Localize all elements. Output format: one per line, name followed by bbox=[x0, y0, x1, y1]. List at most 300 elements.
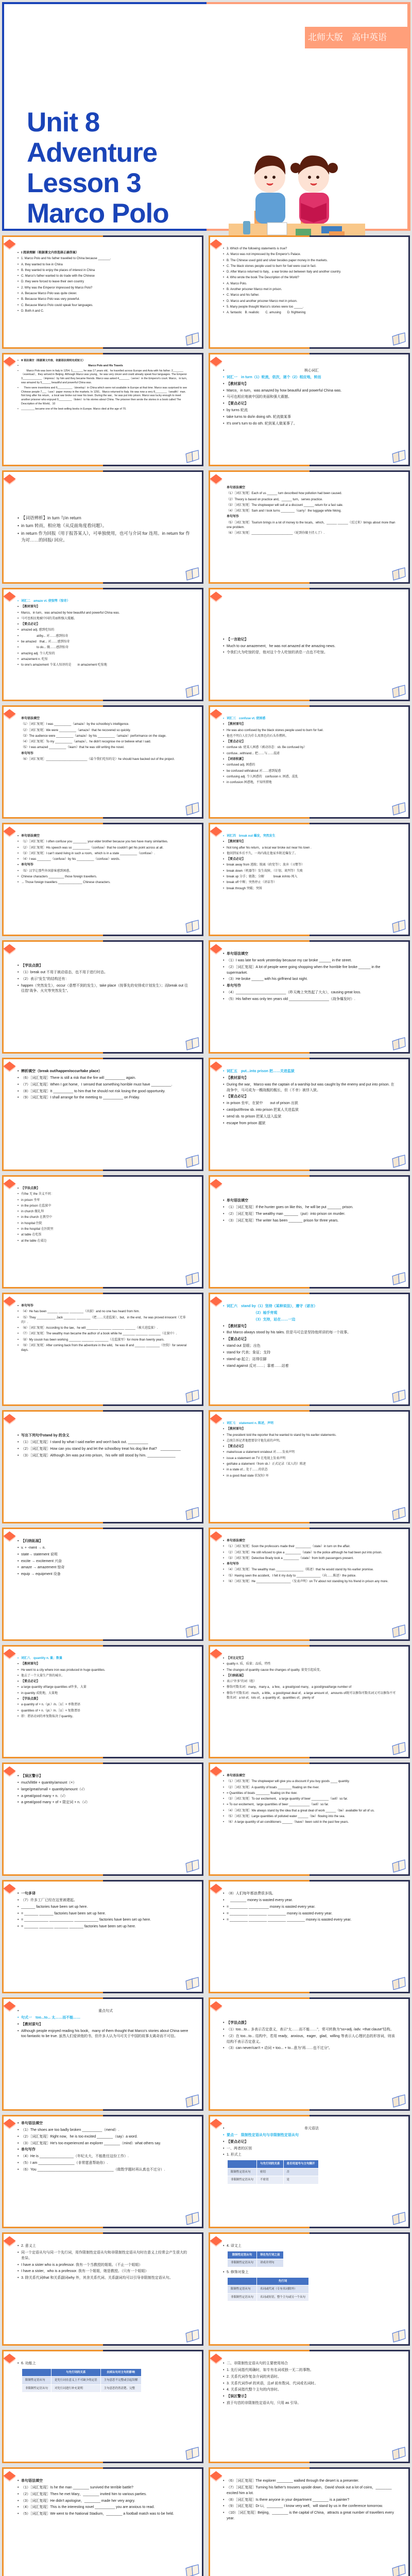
slide-line: • （2）表示“发生”的结构还有： bbox=[18, 977, 190, 982]
lesson-slide bbox=[2, 235, 203, 349]
slide-line: • 【要点必记】 bbox=[18, 622, 190, 627]
table-header-cell: 是否用逗号与主句隔开 bbox=[283, 2160, 318, 2168]
slide-line: • I have a sister，who is a professor. 我有一个姐姐，她是教授。（只有一个姐姐） bbox=[18, 2269, 190, 2275]
slide-line: • A. Marco Polo. bbox=[223, 282, 397, 286]
slide-line: • （6）［词汇复现］There is still a risk that the fire will __________ again. bbox=[18, 1076, 190, 1081]
frame-bottom-right bbox=[103, 1052, 204, 1054]
diamond-icon bbox=[3, 474, 15, 483]
frame-right bbox=[408, 588, 410, 701]
slide-line: • escape from prison 越狱 bbox=[223, 1121, 397, 1127]
frame-top-left bbox=[2, 2467, 103, 2469]
frame-top-left bbox=[209, 1410, 310, 1412]
frame-bottom-left bbox=[209, 465, 310, 466]
diamond-icon bbox=[3, 1649, 15, 1658]
lesson-slide bbox=[209, 1645, 410, 1758]
table-cell: 限制性定语从句 bbox=[228, 2168, 257, 2176]
frame-top-right bbox=[310, 1762, 410, 1764]
frame-top-left bbox=[209, 823, 310, 824]
comparison-table bbox=[227, 2251, 284, 2267]
frame-bottom-left bbox=[209, 1992, 310, 1993]
frame-top-right bbox=[103, 2467, 204, 2469]
slide-line: • in confusion 困惑地，不知所措地 bbox=[223, 781, 397, 785]
slide-line: • 词汇五 put...into prison 把……关进监狱 bbox=[223, 1069, 397, 1075]
diamond-icon bbox=[3, 1884, 15, 1893]
slide-content bbox=[223, 1656, 397, 1752]
slide-content bbox=[223, 2361, 397, 2457]
slide-line: • （3）He broke ______ with his girlfriend last night. bbox=[223, 977, 397, 982]
frame-top-right bbox=[310, 1997, 410, 1999]
frame-top-left bbox=[209, 1997, 310, 1999]
slide-content bbox=[223, 1539, 397, 1635]
frame-top-right bbox=[103, 705, 204, 707]
frame-right bbox=[202, 940, 203, 1054]
slide-line: • （1）［词汇复现］Is he the man ________ survived the terrible battle? bbox=[18, 2485, 190, 2491]
slide-line: • （1）I was late for work yesterday because my car broke ______ in the street. bbox=[223, 958, 397, 964]
slide-line: • （6）［词汇复现］The explorer ________ walked through the desert is a presenter. bbox=[223, 2479, 397, 2484]
frame-left bbox=[209, 1645, 210, 1758]
frame-bottom-left bbox=[2, 347, 103, 349]
table-row bbox=[228, 2285, 309, 2294]
frame-left bbox=[209, 235, 210, 349]
frame-bottom-left bbox=[209, 1874, 310, 1876]
frame-left bbox=[2, 470, 4, 584]
lesson-slide bbox=[209, 2350, 410, 2463]
slide-line: • （5）［词汇复现］Large quantities of polluted water ______（be）flowing into the sea. bbox=[223, 1815, 397, 1819]
slide-line: • （7）［词汇复现］The wealthy man became the author of a book while he _______ _______ _______（在狱中）. bbox=[18, 1332, 190, 1336]
slide-line: （3）The audience were __________（amaze）by his __________（amaze）performance on the stage. bbox=[21, 734, 167, 738]
frame-bottom-left bbox=[2, 1404, 103, 1406]
lesson-slide bbox=[209, 2467, 410, 2576]
slide-line: • 【教材原句】 bbox=[223, 1324, 397, 1330]
slide-line: • 单句写作 bbox=[18, 2147, 190, 2153]
slide-line: （3）支持，站在……一边 bbox=[227, 1317, 296, 1321]
frame-top-right bbox=[310, 940, 410, 942]
frame-bottom-right bbox=[103, 2227, 204, 2228]
frame-bottom-left bbox=[209, 1052, 310, 1054]
frame-top-right bbox=[103, 588, 204, 589]
slide-content bbox=[223, 1198, 397, 1282]
frame-right bbox=[408, 1410, 410, 1523]
frame-top-right bbox=[310, 1175, 410, 1177]
slide-content bbox=[18, 1187, 190, 1282]
frame-bottom-left bbox=[209, 817, 310, 819]
lesson-slide bbox=[2, 1293, 203, 1406]
frame-bottom-left bbox=[209, 582, 310, 584]
frame-bottom-right bbox=[103, 1874, 204, 1876]
slide-line: • （4）I was ________（confuse）by his __________（confuse）words. bbox=[18, 857, 190, 862]
table-row bbox=[228, 2168, 319, 2176]
frame-right bbox=[202, 1528, 203, 1641]
frame-bottom-right bbox=[103, 347, 204, 349]
frame-top-left bbox=[2, 1058, 103, 1059]
title-line: Adventure bbox=[27, 138, 158, 168]
slide-line: • （8）［词汇复现］It __________ to him that he should not risk losing the good opportunity. bbox=[18, 1089, 190, 1095]
frame-bottom-right bbox=[310, 2462, 410, 2463]
slide-line: 单句写作 bbox=[21, 752, 34, 755]
frame-top-left bbox=[2, 2, 207, 4]
frame-top-right bbox=[103, 1762, 204, 1764]
frame-bottom-left bbox=[2, 1992, 103, 1993]
lesson-slide bbox=[2, 1880, 203, 1993]
slide-line: • He went to a city where iron was produced in huge quantities. bbox=[18, 1668, 190, 1673]
table-cell: 名词或短语，整个主句或另一个从句 bbox=[257, 2293, 309, 2301]
slide-content bbox=[223, 2021, 397, 2105]
slide-line: • quantities of + n.（pl.）/n.［U］+ 复数谓语 bbox=[18, 1709, 190, 1714]
frame-left bbox=[2, 823, 4, 936]
slide-line: • （1）too...to... 多表示否定意义，表示“太……而不能……”，常可转换为“so+adj. /adv. +that clause”结构。 bbox=[223, 2027, 397, 2033]
slide-line: • 单句语法填空 bbox=[223, 952, 397, 957]
frame-top-right bbox=[103, 470, 204, 472]
frame-bottom-left bbox=[209, 2227, 310, 2228]
slide-line: • = To our excitement，large quantities of beer ____________（sell）so far. bbox=[223, 1803, 397, 1807]
lesson-slide bbox=[209, 1762, 410, 1876]
slide-line: （4）［词汇复现］To my __________（amaze），he didn't recognise me or believe what I said. bbox=[21, 740, 151, 744]
slide-line: • → Those foreign travellers ______________ Chinese characters. bbox=[18, 880, 190, 885]
slide-line: • （6）［词汇复现］According to the law，he will _______ _______ _______ ______（被关进监狱）. bbox=[18, 1326, 190, 1331]
slide-line: • confusing adj. 令人困惑的 confusion n. 困惑，混乱 bbox=[223, 775, 397, 779]
slide-line: • 有the 无 the 含义不同： bbox=[18, 1192, 190, 1197]
slide-line: • （5）I am __________________（非常愿意帮助你）. bbox=[18, 2161, 190, 2166]
frame-right bbox=[408, 353, 410, 466]
slide-line: • Ⅱ 语法填空（根据课文内容，依据语法规则完成短文） bbox=[18, 359, 190, 363]
slide-line: 单句写作 bbox=[227, 515, 239, 519]
slide-line: • （7）［词汇复现］When I got home，I sensed that something horrible must have __________. bbox=[18, 1082, 190, 1088]
slide-line: • 【学法点拨】 bbox=[18, 1187, 190, 1191]
slide-line: 单句语法填空 bbox=[21, 717, 40, 720]
slide-line: • （3）［词汇复现］Detective Brady took a _________（state）from both passengers present. bbox=[223, 1556, 397, 1561]
table-row bbox=[22, 2377, 142, 2385]
frame-bottom-left bbox=[209, 2462, 310, 2463]
slide-content bbox=[18, 1774, 190, 1870]
slide-line: • = ____________ ____________ ____________ factories have been set up here. bbox=[18, 1918, 190, 1923]
slide-line: • break through 突破；突围 bbox=[223, 887, 397, 891]
frame-bottom-left bbox=[2, 1052, 103, 1054]
slide-line: • B. they wanted to enjoy the places of interest in China bbox=[18, 268, 190, 273]
slide-line: • （3）［词汇复现］To our excitement，a large quantity of beer __________（sell）so far. bbox=[223, 1797, 397, 1802]
comparison-table bbox=[227, 2160, 319, 2184]
table-header-cell: 与先行词的关系 bbox=[257, 2160, 284, 2168]
frame-top-right bbox=[103, 235, 204, 237]
slide-line: • 表示“许多”的词（组） bbox=[223, 1680, 397, 1684]
slide-line: • 即：谓语动词的单复数取决于quantity。 bbox=[18, 1715, 190, 1719]
slide-line: • （9）［词汇复现］I shall arrange for the meeting to __________ on Friday. bbox=[18, 1095, 190, 1101]
slide-line: • much/little + quantity/amount（×） bbox=[18, 1781, 190, 1786]
diamond-icon bbox=[210, 1884, 222, 1893]
frame-top-right bbox=[310, 1880, 410, 1882]
frame-bottom-right bbox=[103, 582, 204, 584]
frame-top-right bbox=[310, 1293, 410, 1294]
table-cell: 密切 bbox=[257, 2168, 284, 2176]
frame-left bbox=[2, 1175, 4, 1289]
frame-top-left bbox=[209, 353, 310, 354]
frame-right bbox=[202, 1880, 203, 1993]
diamond-icon bbox=[210, 826, 222, 836]
slide-line: • 【学法点拨】 bbox=[18, 963, 190, 969]
frame-right bbox=[408, 2232, 410, 2346]
frame-bottom-right bbox=[103, 1404, 204, 1406]
table-cell: 是先行词在意义上不可缺少的定语 bbox=[52, 2377, 101, 2385]
frame-left bbox=[209, 940, 210, 1054]
diamond-icon bbox=[210, 2119, 222, 2128]
diamond-icon bbox=[210, 1061, 222, 1071]
slide-content bbox=[223, 2126, 397, 2222]
frame-left bbox=[2, 940, 4, 1054]
slide-line: • 3. 关系代词作of 的宾语，且of 前有数词、代词或名词时。 bbox=[223, 2381, 397, 2387]
slide-line: • _______ factories have been set up here. bbox=[18, 1905, 190, 1910]
slide-content bbox=[223, 247, 397, 343]
slide-line: （2）袖手旁观 bbox=[227, 1311, 278, 1315]
slide-line: • 【教材原句】 bbox=[18, 605, 190, 609]
frame-right bbox=[408, 2467, 410, 2576]
slide-line: • get/take a statement（from sb.）正式记录（某人的）陈述 bbox=[223, 1462, 397, 1467]
diamond-icon bbox=[210, 1414, 222, 1423]
table-header-cell: 译在先行词之前 bbox=[257, 2251, 284, 2259]
frame-top-right bbox=[207, 2, 411, 4]
lesson-slide bbox=[209, 1528, 410, 1641]
frame-bottom-right bbox=[310, 582, 410, 584]
frame-right bbox=[202, 235, 203, 349]
slide-line: • confused adj. 困惑的 bbox=[223, 763, 397, 768]
slide-line: • （3）［词汇复现］Although Jim was put into prison，his wife still stood by him. ______________ bbox=[18, 1453, 190, 1459]
slide-line: • （1）［词汇复现］I stand by what I said earlier and won't back out. __________ bbox=[18, 1440, 190, 1446]
lesson-slide bbox=[2, 2467, 203, 2576]
slide-line: • （5）汉字让那些外国游客感到困惑。 bbox=[18, 869, 190, 874]
slide-line: • 句式一 too...to... 太……而不能…… bbox=[18, 2015, 190, 2021]
slide-line: • happen（突然发生），occur（意想不到的发生），take place（按事先的安排或计划发生）；而break out 往往指“战争、火灾等突然发生”。 bbox=[18, 984, 190, 995]
slide-line: • 词汇三 confuse vt. 使困惑 bbox=[223, 717, 397, 721]
frame-right bbox=[408, 1645, 410, 1758]
table-cell: 限制性定语从句 bbox=[22, 2377, 52, 2385]
frame-top-left bbox=[2, 2350, 103, 2351]
slide-line: • 【要点必记】 bbox=[223, 401, 397, 407]
frame-bottom-left bbox=[2, 1874, 103, 1876]
frame-top-left bbox=[2, 1175, 103, 1177]
slide-line: • （2）在 too...to... 结构中，若用 ready，anxious，eager，glad，willing 等表示人心理状态的形容词，则该结构不表示否定意义。 bbox=[223, 2034, 397, 2045]
slide-line: • break off 中断；突然停止（讲话等） bbox=[223, 880, 397, 885]
slide-content bbox=[18, 1069, 190, 1165]
slide-line: • 重点句式 bbox=[18, 2009, 190, 2014]
table-header-cell: 去掉从句对主句的影响 bbox=[100, 2368, 141, 2377]
frame-top-right bbox=[310, 2350, 410, 2351]
frame-top-right bbox=[103, 2232, 204, 2234]
slide-line: • amazing adj. 令人吃惊的 bbox=[18, 652, 190, 656]
lesson-slide bbox=[209, 940, 410, 1054]
slide-line: • （1）［词汇复现］If the hunter goes on like this，he will be put _______ prison. bbox=[223, 1205, 397, 1211]
frame-top-left bbox=[2, 1762, 103, 1764]
slide-line: • 6. 功能上 bbox=[18, 2361, 190, 2367]
table-header-cell: 与先行词的关系 bbox=[52, 2368, 101, 2377]
slide-line: • D. Both A and C. bbox=[18, 309, 190, 314]
slide-line: • （6）You ______________________________________（做数学题时再认真也不过分）. bbox=[18, 2167, 190, 2173]
slide-line: • C. Marco and his father. bbox=[223, 293, 397, 298]
slide-line: • break up 分手；驱散；分解 break in/into 闯入 bbox=[223, 875, 397, 879]
diamond-icon bbox=[210, 1531, 222, 1540]
slide-line: • 马可也相应地被中国的美丽和强大震撼。 bbox=[223, 395, 397, 400]
frame-bottom-left bbox=[2, 700, 103, 701]
slide-line: • issue a statement on TV 在电视上发表声明 bbox=[223, 1456, 397, 1461]
frame-right bbox=[408, 2350, 410, 2463]
frame-bottom-left bbox=[209, 1404, 310, 1406]
slide-line: • be amazed that... 对……感到惊奇 bbox=[18, 640, 190, 645]
frame-top-left bbox=[209, 2115, 310, 2116]
frame-bottom-right bbox=[103, 1522, 204, 1523]
slide-line: • 辨析填空（break out/happen/occur/take place） bbox=[18, 1069, 190, 1075]
frame-left bbox=[209, 2115, 210, 2228]
slide-line: • B. Another prisoner Marco met in prison. bbox=[223, 287, 397, 292]
frame-bottom-right bbox=[310, 2109, 410, 2111]
slide-line: • a quantity of + n.（pl.）/n.［U］+ 单数谓语 bbox=[18, 1703, 190, 1707]
frame-bottom-right bbox=[103, 1992, 204, 1993]
frame-top-left bbox=[2, 940, 103, 942]
frame-right bbox=[202, 2467, 203, 2576]
slide-content bbox=[223, 2479, 397, 2574]
frame-top-right bbox=[103, 353, 204, 354]
frame-left bbox=[209, 1997, 210, 2111]
frame-top-right bbox=[310, 2115, 410, 2116]
slide-line: • = _________ __________ money is wasted every year. bbox=[223, 1905, 397, 1910]
frame-bottom-left bbox=[2, 817, 103, 819]
frame-left bbox=[2, 2467, 4, 2576]
frame-top-left bbox=[2, 1410, 103, 1412]
slide-line: • 一、两者的区别 bbox=[223, 2146, 397, 2152]
frame-bottom-right bbox=[310, 1639, 410, 1641]
frame-bottom-right bbox=[310, 817, 410, 819]
slide-line: • （2）［词汇复现］His speech was so __________（confuse）that he couldn't get his point across at all. bbox=[18, 846, 190, 851]
frame-bottom-right bbox=[310, 1522, 410, 1523]
frame-right bbox=[408, 470, 410, 584]
slide-line: • （3）can never/can't + 动词 + too... + to...意为“再……也不过分”。 bbox=[223, 2046, 397, 2052]
lesson-slide bbox=[2, 1645, 203, 1758]
slide-line: • （4）［词汇复现］We always stand by the idea that a great deal of work ______（be）available for all of us. bbox=[223, 1809, 397, 1814]
slide-line: • be confused with/about 对……感到疑惑 bbox=[223, 769, 397, 774]
slide-line: • （2）［词汇复现］He still refused to give a _________（state）to the police although he had been put into prison. bbox=[223, 1551, 397, 1555]
slide-line: • amaze → amazement 惊奇 bbox=[18, 1565, 190, 1571]
diamond-icon bbox=[3, 1179, 15, 1188]
lesson-slide bbox=[2, 1762, 203, 1876]
frame-left bbox=[2, 1762, 4, 1876]
slide-line: • 词汇八 quantity n. 量；数量 bbox=[18, 1656, 190, 1661]
diamond-icon bbox=[210, 2471, 222, 2480]
frame-top-right bbox=[103, 1645, 204, 1647]
slide-line: • （3）［词汇复现］He didn't apologise，________ made her very angry. bbox=[18, 2499, 190, 2504]
slide-line: • in return 作为回报（用于报答某人），可单独使用，也可与介词 for 连用。in return for 作为对……的回报/ 回应。 bbox=[18, 530, 190, 544]
lesson-slide bbox=[209, 1175, 410, 1289]
lesson-slide bbox=[209, 1997, 410, 2111]
frame-top-left bbox=[209, 1762, 310, 1764]
lesson-slide bbox=[2, 1175, 203, 1289]
slide-line: • A. Because Marco Polo was quite clever. bbox=[18, 292, 190, 296]
slide-line: • 5. 修饰对象上 bbox=[223, 2270, 397, 2276]
table-cell: 否 bbox=[283, 2168, 318, 2176]
slide-content bbox=[18, 1304, 190, 1400]
slide-line: • 他回到家乡后不久，一场内战在他家乡附近爆发了。 bbox=[223, 852, 397, 856]
slide-content bbox=[18, 2361, 190, 2457]
slide-line: • （3）［词汇复现］He's too experienced an explorer ________（mind）what others say. bbox=[18, 2141, 190, 2147]
slide-line: • （5）［词汇复现］We went to the National Stadium，________ a football match was to be held. bbox=[18, 2512, 190, 2517]
slide-line: • A. they wanted to live in China bbox=[18, 263, 190, 267]
table-cell: 非限制性定语从句 bbox=[22, 2384, 52, 2393]
frame-top-right bbox=[103, 1058, 204, 1059]
lesson-slide bbox=[209, 1293, 410, 1406]
frame-top-left bbox=[2, 1997, 103, 1999]
slide-line: • （4）He has been ______ ______ ________（出狱）and no one has heard from him. bbox=[18, 1310, 190, 1314]
slide-line: • 令我们大为吃惊的是，他对这个令人吃惊的消息一点也不吃惊。 bbox=[223, 650, 397, 656]
slide-line: （2）Theory is based on practice and，______ turn，serves practice. bbox=[227, 498, 323, 501]
slide-content bbox=[18, 834, 190, 930]
slide-line: • （7）［词汇复现］Turning his father's trousers upside down，David shook out a lot of coins，________ excited him a lot. bbox=[223, 2485, 397, 2497]
diamond-icon bbox=[210, 591, 222, 601]
frame-bottom-left bbox=[2, 1170, 103, 1171]
frame-bottom-left bbox=[2, 2344, 103, 2346]
slide-line: • 词汇七 statement n. 陈述，声明 bbox=[223, 1421, 397, 1426]
frame-top-right bbox=[310, 1058, 410, 1059]
slide-line: • ________ money is wasted every year. bbox=[223, 1898, 397, 1904]
frame-bottom-left bbox=[209, 1170, 310, 1171]
slide-line: • Marco Polo was born in Italy in 1254. 1_______ he was 17 years old，he travelled across Europe and Asia with his father. 2_______（eventual），they arrived in Beijing. Although Marco was young，he was very clever and could already speak four languages. The Emperor 3_____________（impress）by him and they became friends. Marco was asked 4_______（serve）in the Emperor's court. Marco，in turn，was amazed by 5______ beautiful and powerful China was. bbox=[18, 369, 190, 385]
frame-bottom-right bbox=[310, 2227, 410, 2228]
slide-line: • 【教材原句】 bbox=[223, 722, 397, 727]
frame-top-left bbox=[2, 1528, 103, 1529]
frame-right bbox=[408, 705, 410, 819]
frame-top-right bbox=[103, 1410, 204, 1412]
slide-line: • 单句语法填空 bbox=[223, 1774, 397, 1778]
slide-content bbox=[18, 2244, 190, 2340]
frame-bottom-left bbox=[2, 229, 207, 231]
slide-line: • 【教材原句】 bbox=[223, 1076, 397, 1081]
slide-line: • equip → equipment 设备 bbox=[18, 1572, 190, 1578]
table-cell: 非限制性定语从句 bbox=[228, 2176, 257, 2184]
slide-line: • in turn 转而，相应地（从反面角度看问题）。 bbox=[18, 522, 190, 529]
slide-line: • 【要点必记】 bbox=[223, 2140, 397, 2145]
frame-top-right bbox=[103, 1528, 204, 1529]
frame-right bbox=[408, 1528, 410, 1641]
diamond-icon bbox=[210, 2353, 222, 2363]
slide-line: • （6）［词汇复现］He ____________________（发表声明）on TV about not standing by his friend in prison any more. bbox=[223, 1580, 397, 1584]
slide-line: • 总统告诉记者他想要信守他先前的声明。 bbox=[223, 1439, 397, 1444]
frame-top-left bbox=[2, 2232, 103, 2234]
frame-top-left bbox=[209, 470, 310, 472]
frame-top-right bbox=[103, 823, 204, 824]
slide-line: • 【词语积累】 bbox=[223, 757, 397, 762]
slide-line: • （8）人们每年都浪费很多钱。 bbox=[223, 1891, 397, 1897]
frame-left bbox=[209, 823, 210, 936]
slide-line: • 单句写作 bbox=[18, 863, 190, 868]
slide-line: （6）［词汇复现］________________________（轮到你做主持人了）. bbox=[227, 532, 325, 535]
slide-line: • 修饰不可数名词：much，a little，a good/great deal of，a large amount of，amounts of既可以修饰可数名词又可以修饰不可数名词：a lot of，lots of，a quantity of，quantities of，plenty of bbox=[223, 1691, 397, 1701]
diamond-icon bbox=[3, 944, 15, 953]
slide-line: • = _________ _________ _________ _________ money is wasted every year. bbox=[223, 1918, 397, 1923]
slide-line: • stand for 代表；象征；支持 bbox=[223, 1350, 397, 1356]
slide-line: • （2）［词汇复现］Then he met Mary，________ invited him to various parties. bbox=[18, 2492, 190, 2498]
table-row bbox=[228, 2293, 309, 2301]
slide-line: • confuse sb. 使某人困惑（被动语态：sb. Be confused by） bbox=[223, 745, 397, 750]
frame-top-right bbox=[310, 823, 410, 824]
frame-top-right bbox=[103, 1293, 204, 1294]
slide-content bbox=[18, 359, 190, 460]
frame-right bbox=[202, 353, 203, 466]
slide-line: • （3）［词汇复现］The writer has been _______ prison for three years. bbox=[223, 1218, 397, 1224]
lesson-slide bbox=[2, 1058, 203, 1171]
lesson-slide bbox=[2, 1528, 203, 1641]
slide-line: • 他去了一个大量生产铁的城市。 bbox=[18, 1674, 190, 1679]
frame-right bbox=[202, 705, 203, 819]
frame-bottom-right bbox=[310, 465, 410, 466]
slide-line: • = _______ _______ factories have been set up here. bbox=[18, 1911, 190, 1917]
frame-top-left bbox=[2, 2115, 103, 2116]
slide-content bbox=[223, 1304, 397, 1400]
slide-content bbox=[223, 368, 397, 460]
slide-line: • 放于句首的非限制性定语从句，只用 as 引导。 bbox=[223, 2401, 397, 2406]
